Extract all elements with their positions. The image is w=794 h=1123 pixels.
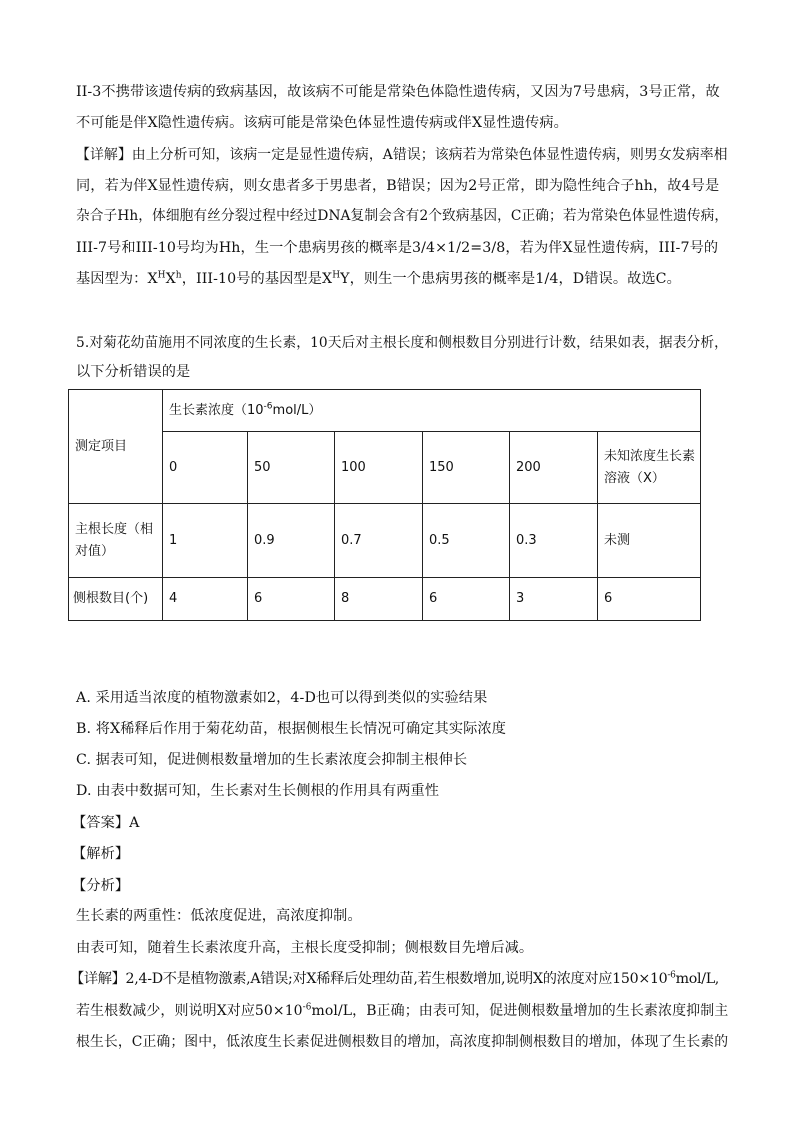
table-cell: 1	[163, 504, 248, 578]
table-cell: 0.9	[248, 504, 335, 578]
table-cell: 6	[423, 578, 510, 621]
concentration-header: 生长素浓度$(10^{-6}mol/L)$	[163, 390, 701, 432]
option-a: A. 采用适当浓度的植物激素如2，4-D也可以得到类似的实验结果	[76, 690, 488, 706]
detail2-line: 根生长，C正确；图中，低浓度生长素促进侧根数目的增加，高浓度抑制侧根数目的增加，体现了生长素的	[76, 1034, 729, 1050]
fenxi-heading: 【分析】	[72, 878, 130, 894]
detail-line: 同，若为伴X显性遗传病，则女患者多于男患者，B错误；因为2号正常，即为隐性纯合子hh，故4号是	[76, 178, 720, 194]
row-header-cell: 测定项目	[69, 390, 163, 504]
table-cell: 3	[510, 578, 598, 621]
concentration-cell: 150	[423, 432, 510, 504]
concentration-cell: 50	[248, 432, 335, 504]
row-label: 侧根数目(个)	[69, 578, 163, 621]
analysis-line: 生长素的两重性：低浓度促进，高浓度抑制。	[76, 908, 362, 924]
analysis-line: 由表可知，随着生长素浓度升高，主根长度受抑制；侧根数目先增后减。	[76, 940, 534, 956]
analysis-heading: 【解析】	[72, 846, 130, 862]
detail2-line: 【详解】2,4-D不是植物激素,A错误;对X稀释后处理幼苗,若生根数增加,说明X的浓度对应$150\times 10^{-6}mol/L$,	[70, 970, 720, 987]
paragraph-line: II-3不携带该遗传病的致病基因，故该病不可能是常染色体隐性遗传病，又因为7号患病，3号正常，故	[76, 84, 720, 100]
detail-line: III-7号和III-10号均为Hh，生一个患病男孩的概率是3/4×1/2=3/8，若为伴X显性遗传病，III-7号的	[76, 240, 719, 256]
concentration-cell: 100	[335, 432, 423, 504]
detail-line: 杂合子Hh，体细胞有丝分裂过程中经过DNA复制会含有2个致病基因，C正确；若为常染色体显性遗传病，	[76, 208, 729, 224]
option-d: D. 由表中数据可知，生长素对生长侧根的作用具有两重性	[76, 783, 440, 799]
table-cell: 0.3	[510, 504, 598, 578]
table-cell: 4	[163, 578, 248, 621]
detail2-line: 若生根数减少，则说明X对应$50\times 10^{-6}mol/L$，B正确；由表可知，促进侧根数量增加的生长素浓度抑制主	[76, 1002, 729, 1019]
table-cell: 8	[335, 578, 423, 621]
data-table	[68, 389, 701, 621]
concentration-cell: 0	[163, 432, 248, 504]
table-cell: 0.5	[423, 504, 510, 578]
detail-line-genotype: 基因型为：$X^HX^h$，III-10号的基因型是$X^HY$，则生一个患病男孩的概率是1/4，D错误。故选C。	[76, 270, 681, 287]
table-cell: 6	[598, 578, 701, 621]
concentration-cell: 200	[510, 432, 598, 504]
table-cell: 0.7	[335, 504, 423, 578]
question-stem: 5.对菊花幼苗施用不同浓度的生长素，10天后对主根长度和侧根数目分别进行计数，结果如表，据表分析，	[76, 335, 728, 351]
question-stem: 以下分析错误的是	[76, 364, 191, 380]
table-cell: 未测	[598, 504, 701, 578]
detail-line: 【详解】由上分析可知，该病一定是显性遗传病，A错误；该病若为常染色体显性遗传病，则男女发病率相	[76, 147, 728, 163]
paragraph-line: 不可能是伴X隐性遗传病。该病可能是常染色体显性遗传病或伴X显性遗传病。	[76, 115, 568, 131]
option-c: C. 据表可知，促进侧根数量增加的生长素浓度会抑制主根伸长	[76, 752, 468, 768]
option-b: B. 将X稀释后作用于菊花幼苗，根据侧根生长情况可确定其实际浓度	[76, 721, 506, 737]
answer: 【答案】A	[72, 815, 140, 831]
row-label: 主根长度（相对值）	[69, 504, 163, 578]
concentration-cell: 未知浓度生长素溶液（X）	[598, 432, 701, 504]
table-cell: 6	[248, 578, 335, 621]
